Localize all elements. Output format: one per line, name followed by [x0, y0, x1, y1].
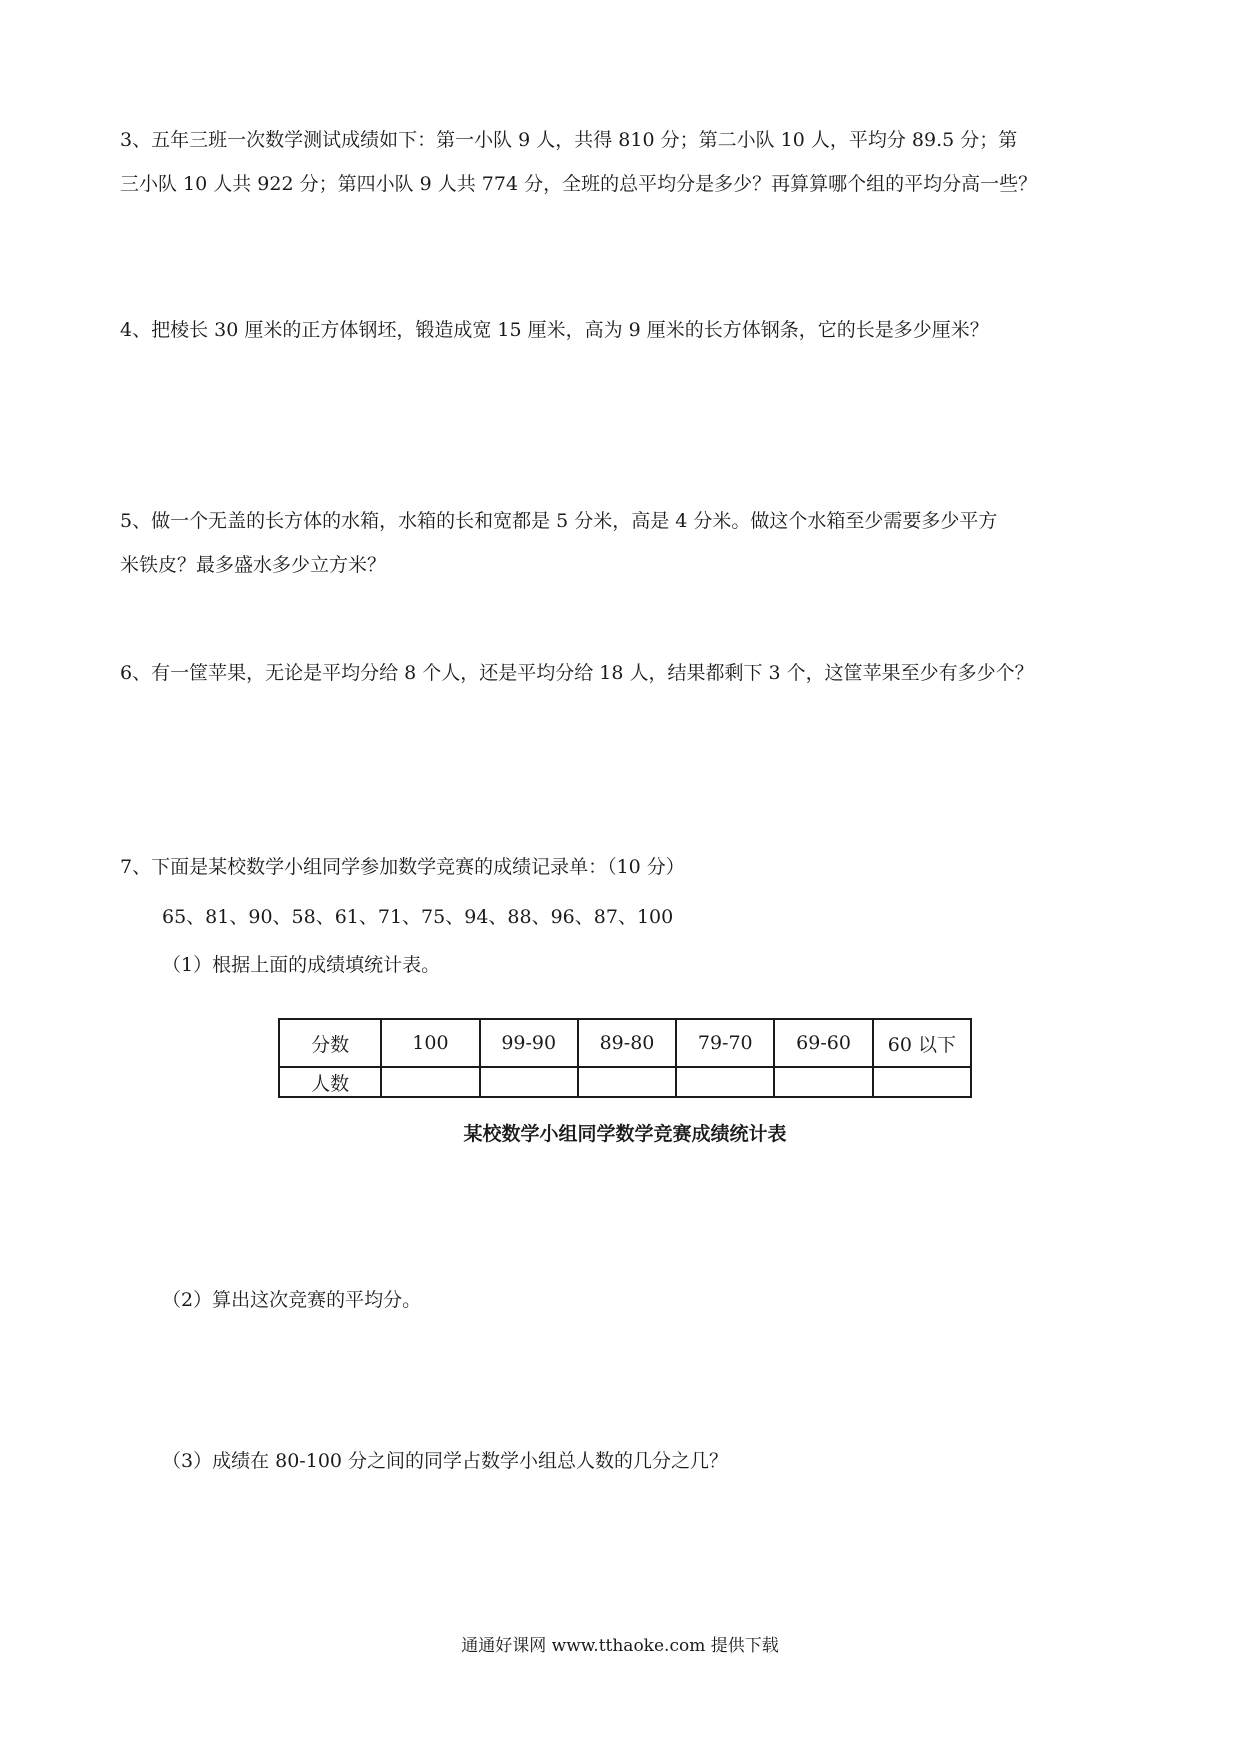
- question-3-line-2: 三小队 10 人共 922 分；第四小队 9 人共 774 分，全班的总平均分是多少？再算算哪个组的平均分高一些？: [120, 173, 1038, 195]
- table-cell: [480, 1067, 578, 1097]
- question-7-intro: 7、下面是某校数学小组同学参加数学竞赛的成绩记录单：（10 分）: [120, 856, 685, 878]
- question-3-line-1: 3、五年三班一次数学测试成绩如下：第一小队 9 人，共得 810 分；第二小队 10 人，平均分 89.5 分；第: [120, 129, 1018, 151]
- table-cell: [381, 1067, 479, 1097]
- question-5-line-2: 米铁皮？最多盛水多少立方米？: [120, 554, 387, 576]
- table-cell: 99-90: [480, 1019, 578, 1067]
- question-7-part-1: （1）根据上面的成绩填统计表。: [162, 954, 441, 976]
- table-cell: 60 以下: [873, 1019, 971, 1067]
- table-cell: 人数: [279, 1067, 381, 1097]
- table-cell: 100: [381, 1019, 479, 1067]
- question-7-scores: 65、81、90、58、61、71、75、94、88、96、87、100: [162, 906, 674, 928]
- table-row-counts: [279, 1067, 971, 1097]
- table-cell: [578, 1067, 676, 1097]
- table-cell: 89-80: [578, 1019, 676, 1067]
- question-7-part-2: （2）算出这次竞赛的平均分。: [162, 1289, 422, 1311]
- question-5-line-1: 5、做一个无盖的长方体的水箱，水箱的长和宽都是 5 分米，高是 4 分米。做这个水箱至少需要多少平方: [120, 510, 998, 532]
- score-statistics-table: [278, 1018, 972, 1098]
- question-6-line-1: 6、有一筐苹果，无论是平均分给 8 个人，还是平均分给 18 人，结果都剩下 3 个，这筐苹果至少有多少个？: [120, 662, 1034, 684]
- table-caption: 某校数学小组同学数学竞赛成绩统计表: [463, 1123, 787, 1145]
- table-cell: 69-60: [774, 1019, 872, 1067]
- question-4-line-1: 4、把棱长 30 厘米的正方体钢坯，锻造成宽 15 厘米，高为 9 厘米的长方体钢条，它的长是多少厘米？: [120, 319, 989, 341]
- table-cell: 79-70: [676, 1019, 774, 1067]
- table-cell: [774, 1067, 872, 1097]
- question-7-part-3: （3）成绩在 80-100 分之间的同学占数学小组总人数的几分之几？: [162, 1450, 729, 1472]
- table-cell: [676, 1067, 774, 1097]
- table-cell: [873, 1067, 971, 1097]
- table-cell: 分数: [279, 1019, 381, 1067]
- page-footer: 通通好课网 www.tthaoke.com 提供下载: [461, 1636, 779, 1656]
- table-row-scores: [279, 1019, 971, 1067]
